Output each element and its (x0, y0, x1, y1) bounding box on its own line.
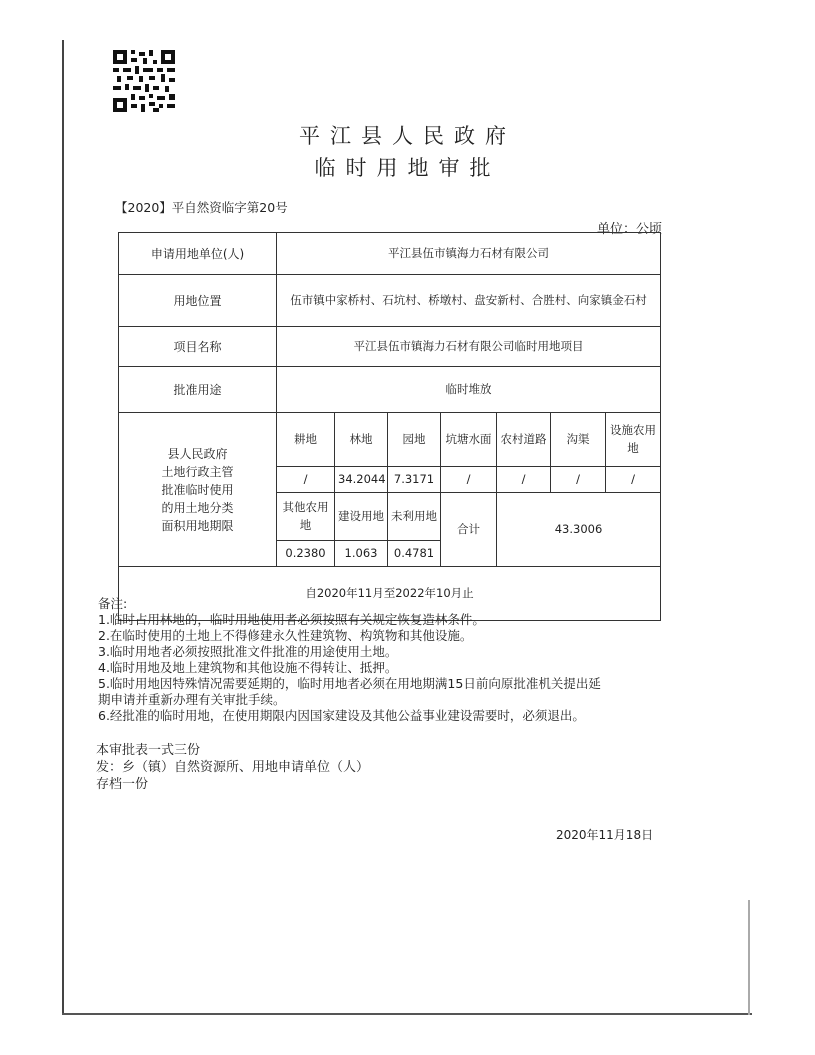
value-unused-land: 0.4781 (388, 541, 441, 567)
header-pond-water: 坑塘水面 (441, 413, 497, 467)
project-label: 项目名称 (119, 327, 277, 367)
distribution-line: 发：乡（镇）自然资源所、用地申请单位（人） (96, 760, 370, 775)
land-label-line: 的用土地分类 (161, 500, 234, 515)
page-subtitle: 临时用地审批 (314, 156, 501, 180)
note-line: 4.临时用地及地上建筑物和其他设施不得转让、抵押。 (98, 660, 398, 675)
unit-label: 单位：公顷 (597, 222, 663, 237)
notes-title: 备注: (98, 596, 128, 611)
header-construction-land: 建设用地 (335, 493, 388, 541)
distribution-line: 本审批表一式三份 (96, 743, 201, 758)
header-forest: 林地 (335, 413, 388, 467)
qr-code-icon (113, 50, 175, 112)
note-line: 5.临时用地因特殊情况需要延期的，临时用地者必须在用地期满15日前向原批准机关提出延 (98, 676, 601, 691)
applicant-label: 申请用地单位(人) (119, 233, 277, 275)
note-line: 期申请并重新办理有关审批手续。 (98, 692, 286, 707)
land-label-line: 土地行政主管 (161, 464, 234, 479)
note-line: 2.在临时使用的土地上不得修建永久性建筑物、构筑物和其他设施。 (98, 628, 473, 643)
document-number: 【2020】平自然资临字第20号 (115, 200, 288, 215)
value-forest: 34.2044 (335, 467, 388, 493)
page-title: 平江县人民政府 (299, 124, 516, 148)
total-value: 43.3006 (497, 493, 661, 567)
note-line: 1.临时占用林地的，临时用地使用者必须按照有关规定恢复造林条件。 (98, 612, 485, 627)
total-label: 合计 (441, 493, 497, 567)
scan-right-edge (748, 900, 750, 1015)
header-ditch: 沟渠 (551, 413, 606, 467)
land-label-line: 批准临时使用 (161, 482, 234, 497)
header-cultivated: 耕地 (277, 413, 335, 467)
distribution-line: 存档一份 (96, 777, 149, 792)
land-label-line: 面积用地期限 (161, 518, 234, 533)
header-unused-land: 未利用地 (388, 493, 441, 541)
use-value: 临时堆放 (277, 367, 661, 413)
scan-bottom-edge (62, 1013, 752, 1015)
land-category-label (119, 413, 277, 567)
header-garden: 园地 (388, 413, 441, 467)
location-value: 伍市镇中家桥村、石坑村、桥墩村、盘安新村、合胜村、向家镇金石村 (277, 275, 661, 327)
use-label: 批准用途 (119, 367, 277, 413)
value-ditch: / (551, 467, 606, 493)
value-cultivated: / (277, 467, 335, 493)
approval-form-table (118, 232, 661, 621)
value-construction-land: 1.063 (335, 541, 388, 567)
distribution-section (96, 742, 369, 793)
location-label: 用地位置 (119, 275, 277, 327)
project-value: 平江县伍市镇海力石材有限公司临时用地项目 (277, 327, 661, 367)
header-rural-road: 农村道路 (497, 413, 551, 467)
value-other-farmland: 0.2380 (277, 541, 335, 567)
value-pond-water: / (441, 467, 497, 493)
value-facility-farmland: / (606, 467, 661, 493)
notes-section (98, 596, 658, 724)
period-value: 自2020年11月至2022年10月止 (119, 567, 661, 621)
note-line: 3.临时用地者必须按照批准文件批准的用途使用土地。 (98, 644, 398, 659)
header-facility-farmland: 设施农用地 (606, 413, 661, 467)
note-line: 6.经批准的临时用地，在使用期限内因国家建设及其他公益事业建设需要时，必须退出。 (98, 708, 585, 723)
land-label-line: 县人民政府 (167, 446, 228, 461)
applicant-value: 平江县伍市镇海力石材有限公司 (277, 233, 661, 275)
value-garden: 7.3171 (388, 467, 441, 493)
issue-date: 2020年11月18日 (556, 828, 654, 842)
value-rural-road: / (497, 467, 551, 493)
scan-left-edge (62, 40, 64, 1015)
header-other-farmland: 其他农用地 (277, 493, 335, 541)
